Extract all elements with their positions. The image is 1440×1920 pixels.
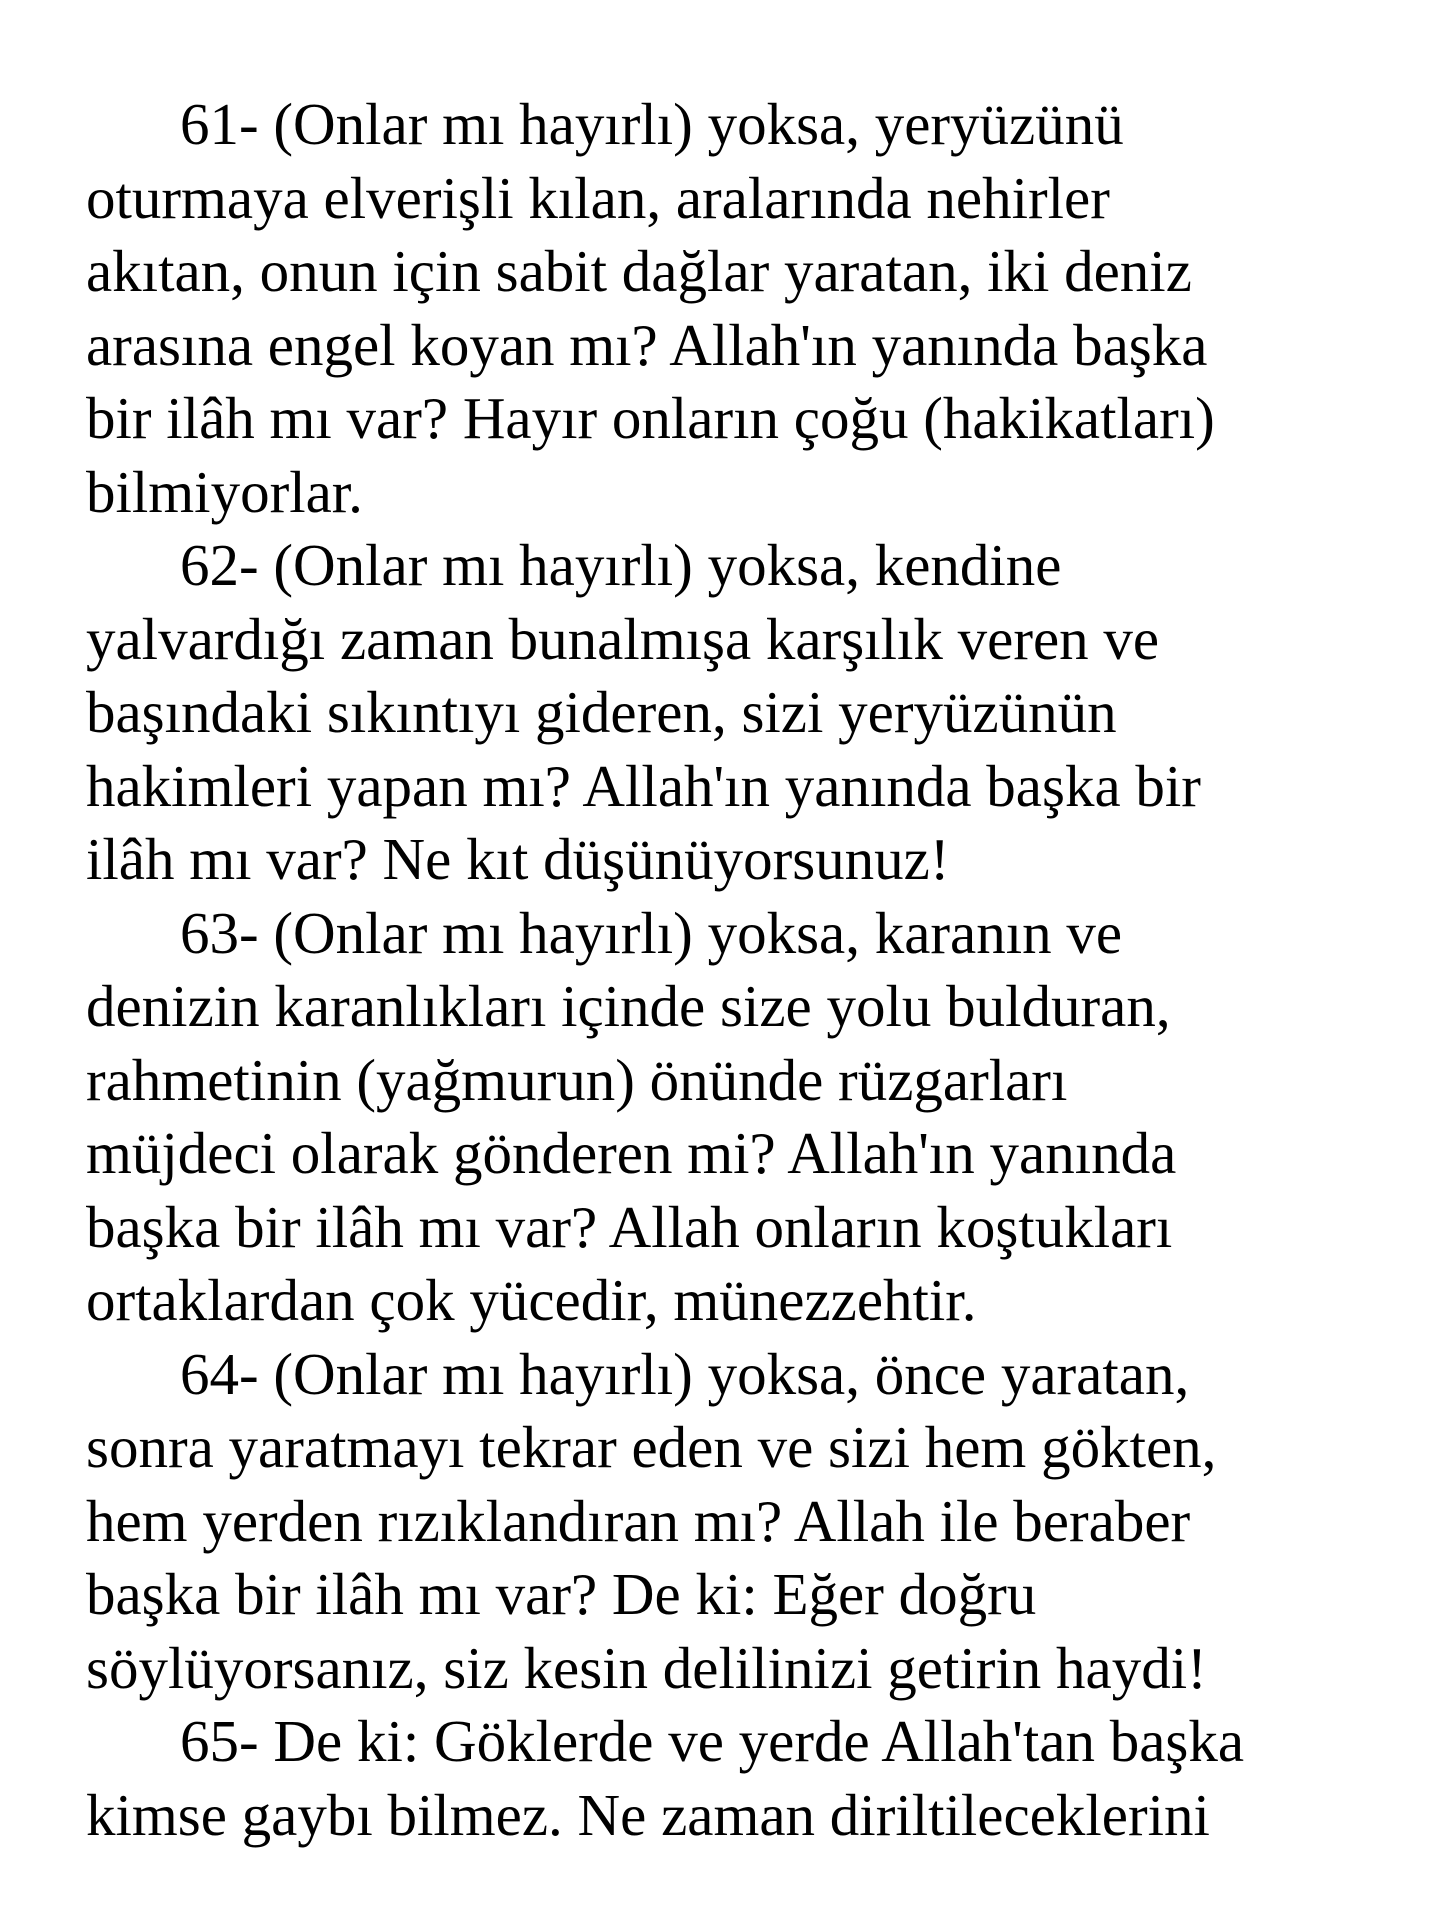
verse-line: arasına engel koyan mı? Allah'ın yanında başka [86, 311, 1208, 378]
verse-65 [86, 1705, 1386, 1852]
verse-line: başka bir ilâh mı var? De ki: Eğer doğru [86, 1561, 1037, 1627]
verse-line: hem yerden rızıklandıran mı? Allah ile beraber [86, 1487, 1191, 1554]
verse-line: başka bir ilâh mı var? Allah onların koştukları [86, 1193, 1173, 1260]
document-page [86, 88, 1386, 1852]
verse-line: ilâh mı var? Ne kıt düşünüyorsunuz! [86, 826, 950, 892]
verse-line: 63- (Onlar mı hayırlı) yoksa, karanın ve [180, 899, 1123, 966]
verse-line: 61- (Onlar mı hayırlı) yoksa, yeryüzünü [180, 91, 1124, 157]
verse-line: 62- (Onlar mı hayırlı) yoksa, kendine [180, 532, 1062, 598]
verse-line: 64- (Onlar mı hayırlı) yoksa, önce yaratan, [180, 1340, 1190, 1407]
verse-line: ortaklardan çok yücedir, münezzehtir. [86, 1267, 977, 1333]
verse-64 [86, 1338, 1386, 1706]
verse-line: bir ilâh mı var? Hayır onların çoğu (hakikatları) [86, 385, 1215, 451]
verse-line: 65- De ki: Göklerde ve yerde Allah'tan başka [180, 1708, 1245, 1774]
verse-line: söylüyorsanız, siz kesin delilinizi getirin haydi! [86, 1634, 1207, 1701]
verse-line: hakimleri yapan mı? Allah'ın yanında başka bir [86, 752, 1201, 819]
verse-61 [86, 88, 1386, 529]
verse-line: akıtan, onun için sabit dağlar yaratan, iki deniz [86, 238, 1192, 304]
verse-line: sonra yaratmayı tekrar eden ve sizi hem gökten, [86, 1414, 1217, 1480]
verse-line: kimse gaybı bilmez. Ne zaman diriltileceklerini [86, 1781, 1210, 1848]
verse-line: bilmiyorlar. [86, 458, 363, 525]
verse-line: rahmetinin (yağmurun) önünde rüzgarları [86, 1046, 1068, 1113]
verse-line: müjdeci olarak gönderen mi? Allah'ın yanında [86, 1120, 1177, 1186]
verse-line: denizin karanlıkları içinde size yolu bulduran, [86, 973, 1171, 1039]
verse-line: yalvardığı zaman bunalmışa karşılık veren ve [86, 605, 1160, 672]
verse-62 [86, 529, 1386, 897]
verse-line: oturmaya elverişli kılan, aralarında nehirler [86, 164, 1110, 231]
verse-line: başındaki sıkıntıyı gideren, sizi yeryüzünün [86, 679, 1117, 745]
verse-63 [86, 897, 1386, 1338]
